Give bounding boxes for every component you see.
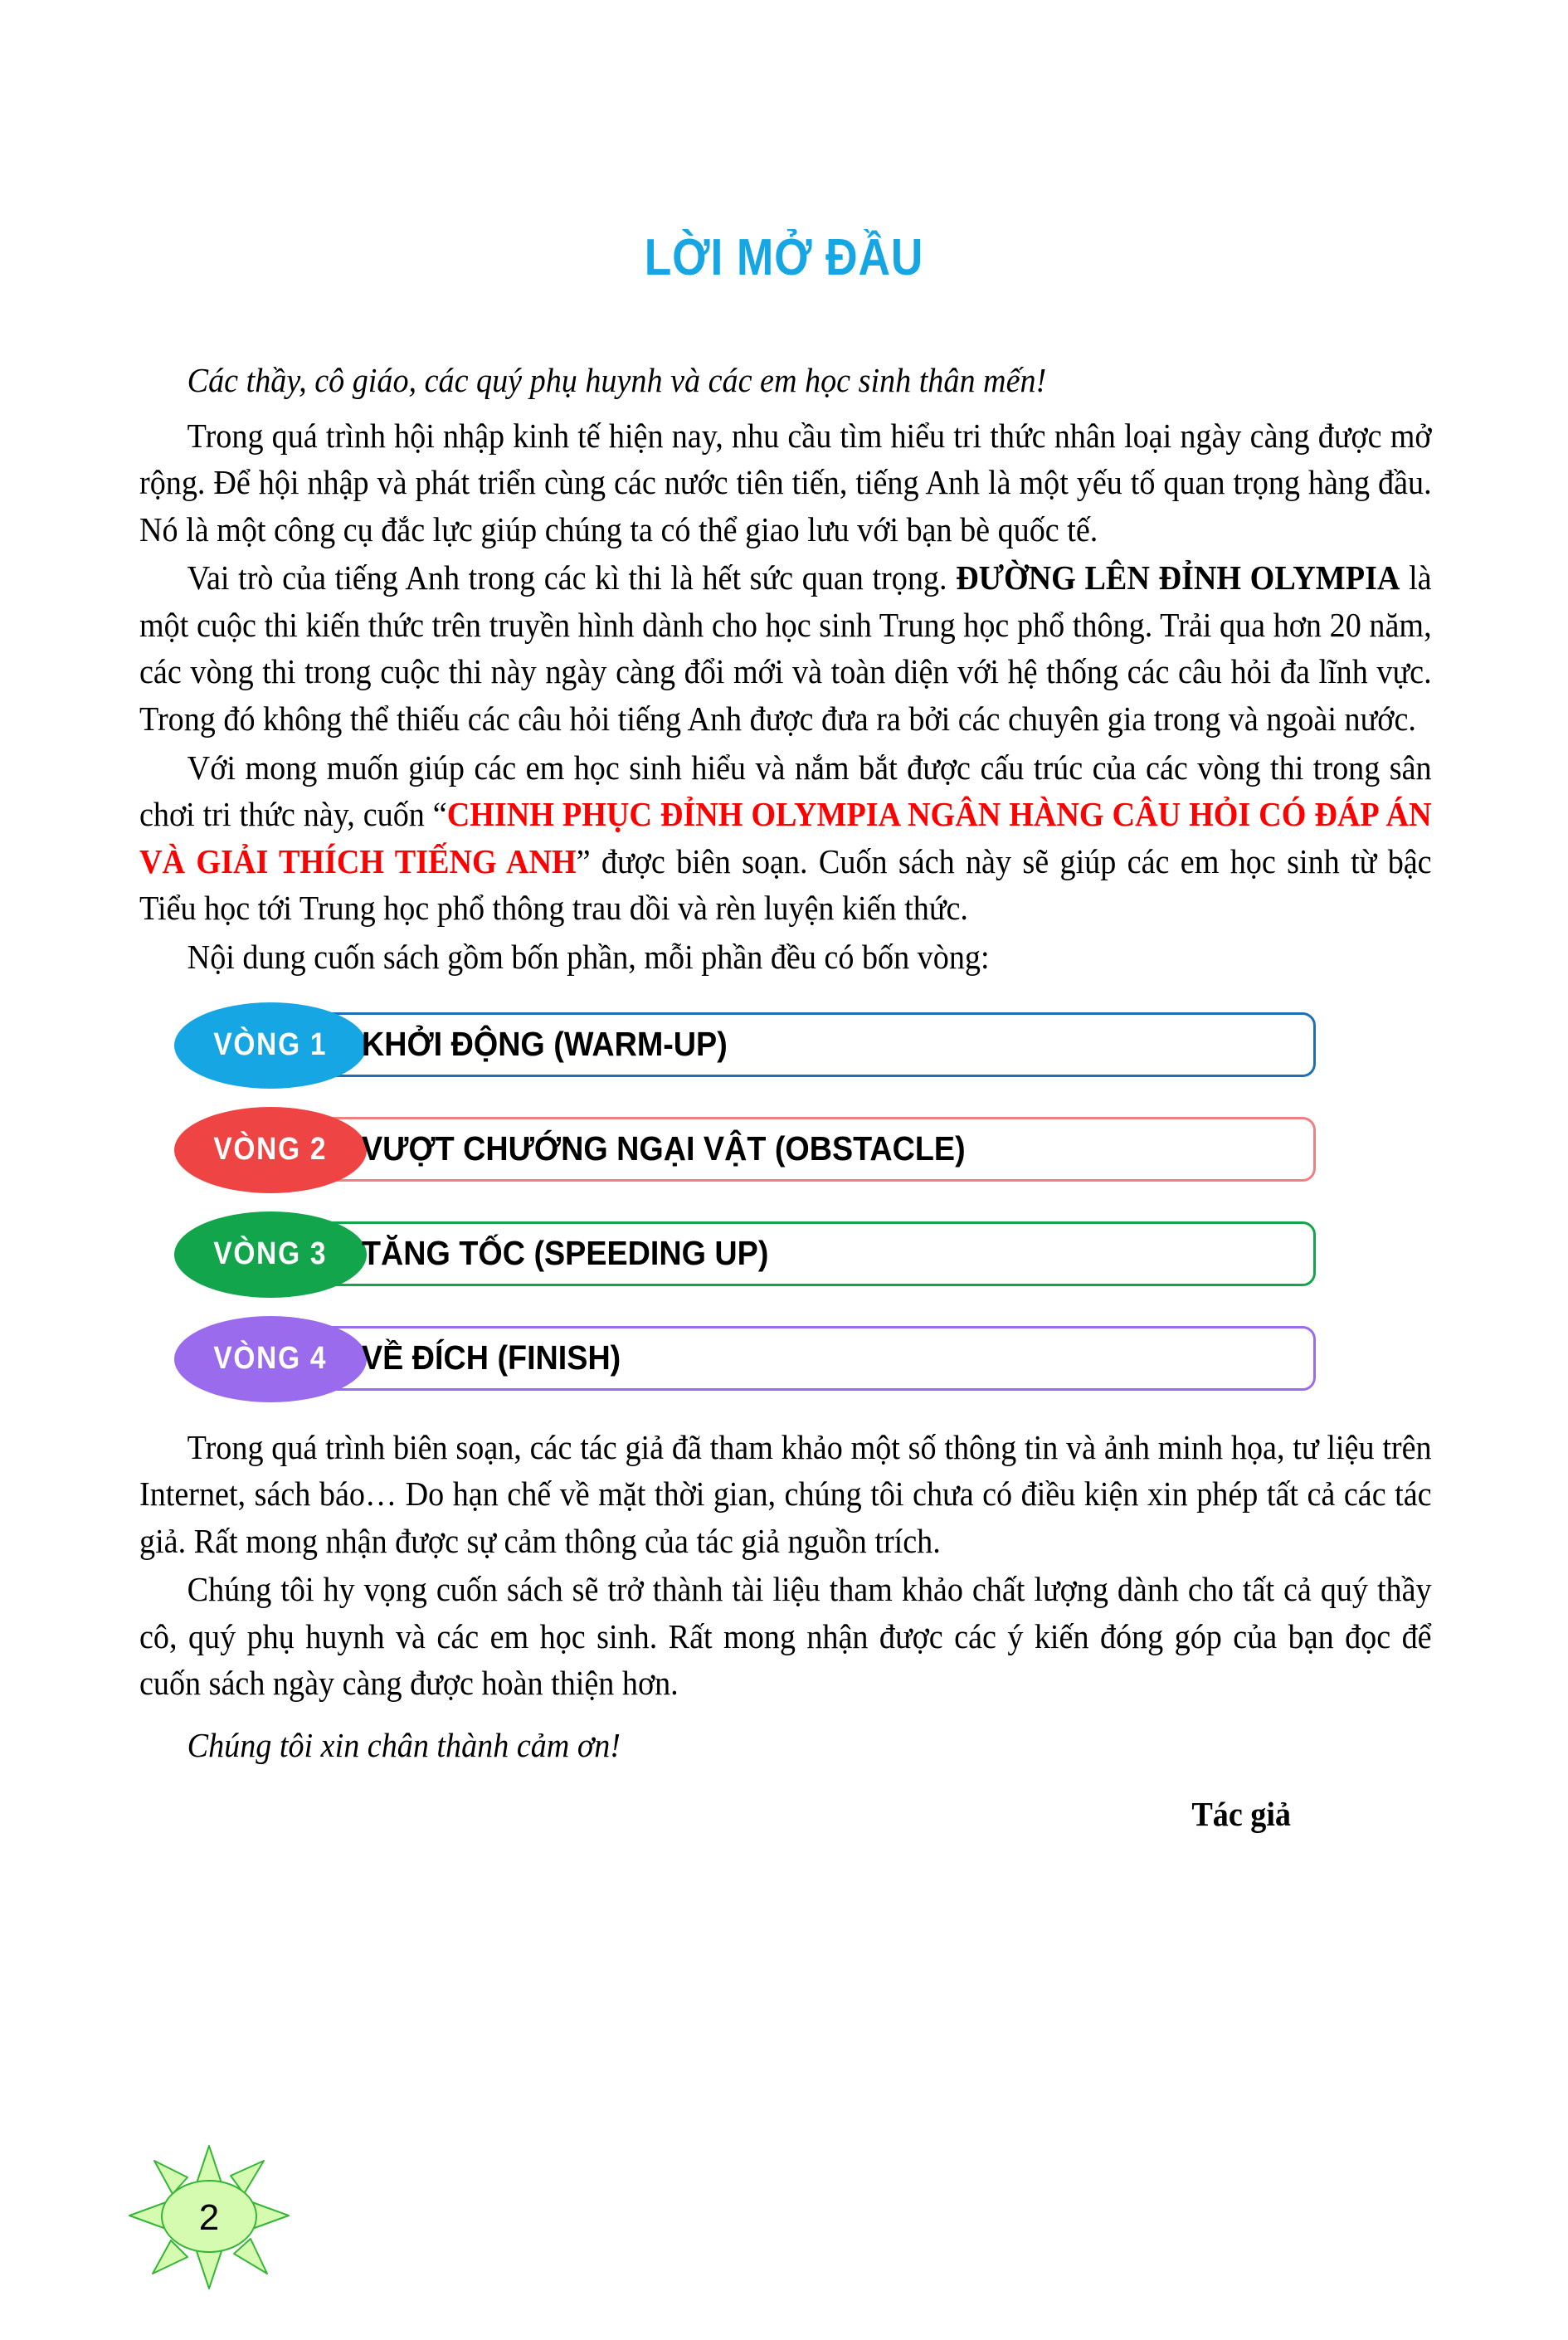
paragraph-book-title	[139, 744, 1432, 932]
page-number-sun	[126, 2143, 292, 2292]
round-badge-4	[174, 1316, 367, 1402]
round-item-4[interactable]	[139, 1316, 1432, 1402]
round-badge-1	[174, 1002, 367, 1089]
round-item-3[interactable]	[139, 1211, 1432, 1298]
signature: Tác giả	[1191, 1794, 1291, 1833]
paragraph-hope: Chúng tôi hy vọng cuốn sách sẽ trở thành tài liệu tham khảo chất lượng dành cho tất cả quý thầy cô, quý phụ huynh và các em học sinh. Rất mong nhận được các ý kiến đóng góp của bạn đọc để cuốn sách ngày càng được hoàn thiện hơn.	[139, 1570, 1432, 1703]
paragraph-book-part2: ” được biên soạn. Cuốn sách này sẽ giúp các em học sinh từ bậc Tiểu học tới Trung học phổ thông trau dồi và rèn luyện kiến thức.	[139, 841, 1432, 928]
round-label-2-text: VƯỢT CHƯỚNG NGẠI VẬT (OBSTACLE)	[362, 1129, 966, 1168]
paragraph-references: Trong quá trình biên soạn, các tác giả đã tham khảo một số thông tin và ảnh minh họa, tư liệu trên Internet, sách báo… Do hạn chế về mặt thời gian, chúng tôi chưa có điều kiện xin phép tất cả các tác giả. Rất mong nhận được sự cảm thông của tác giả nguồn trích.	[139, 1427, 1432, 1560]
rounds-list	[139, 1002, 1432, 1402]
round-label-4	[362, 1328, 643, 1389]
paragraph-contents-lead: Nội dung cuốn sách gồm bốn phần, mỗi phần đều có bốn vòng:	[187, 937, 990, 976]
round-label-4-text: VỀ ĐÍCH (FINISH)	[362, 1338, 621, 1377]
book-title-highlight: CHINH PHỤC ĐỈNH OLYMPIA NGÂN HÀNG CÂU HỎI CÓ ĐÁP ÁN VÀ GIẢI THÍCH TIẾNG ANH	[139, 795, 1432, 880]
sun-ray-n	[196, 2146, 222, 2186]
paragraph-olympia	[139, 554, 1432, 742]
thanks-line: Chúng tôi xin chân thành cảm ơn!	[187, 1725, 621, 1764]
round-label-1	[362, 1014, 759, 1075]
page-title: LỜI MỞ ĐẦU	[644, 229, 924, 286]
round-badge-1-label: VÒNG 1	[213, 1027, 328, 1063]
round-item-1[interactable]	[139, 1002, 1432, 1089]
round-label-3-text: TĂNG TỐC (SPEEDING UP)	[362, 1234, 769, 1273]
round-badge-3	[174, 1211, 367, 1298]
paragraph-book-part1: Với mong muốn giúp các em học sinh hiểu và nắm bắt được cấu trúc của các vòng thi trong sân chơi tri thức này, cuốn “	[139, 748, 1432, 834]
round-badge-2-label: VÒNG 2	[213, 1132, 328, 1168]
round-badge-2	[174, 1107, 367, 1193]
sun-ray-s	[196, 2249, 222, 2289]
paragraph-olympia-part2: là một cuộc thi kiến thức trên truyền hình dành cho học sinh Trung học phổ thông. Trải qua hơn 20 năm, các vòng thi trong cuộc thi này ngày càng đổi mới và toàn diện với hệ thống các câu hỏi đa lĩnh vực. Trong đó không thể thiếu các câu hỏi tiếng Anh được đưa ra bởi các chuyên gia trong và ngoài nước.	[139, 558, 1432, 739]
round-label-2	[362, 1119, 1018, 1180]
round-label-1-text: KHỞI ĐỘNG (WARM-UP)	[362, 1025, 728, 1064]
sun-icon	[126, 2143, 292, 2292]
page-number-text: 2	[198, 2197, 220, 2238]
sun-ray-w	[129, 2202, 166, 2229]
sun-ray-e	[252, 2202, 289, 2229]
paragraph-intro: Trong quá trình hội nhập kinh tế hiện nay, nhu cầu tìm hiểu tri thức nhân loại ngày càng được mở rộng. Để hội nhập và phát triển cùng các nước tiên tiến, tiếng Anh là một yếu tố quan trọng hàng đầu. Nó là một công cụ đắc lực giúp chúng ta có thể giao lưu với bạn bè quốc tế.	[139, 416, 1432, 548]
round-label-3	[362, 1223, 804, 1285]
paragraph-olympia-part1: Vai trò của tiếng Anh trong các kì thi là hết sức quan trọng.	[187, 558, 957, 597]
round-item-2[interactable]	[139, 1107, 1432, 1193]
round-badge-4-label: VÒNG 4	[213, 1341, 328, 1377]
olympia-show-name: ĐƯỜNG LÊN ĐỈNH OLYMPIA	[956, 558, 1400, 597]
document-body	[139, 357, 1432, 1834]
round-badge-3-label: VÒNG 3	[213, 1236, 328, 1272]
greeting-line: Các thầy, cô giáo, các quý phụ huynh và các em học sinh thân mến!	[187, 361, 1047, 399]
